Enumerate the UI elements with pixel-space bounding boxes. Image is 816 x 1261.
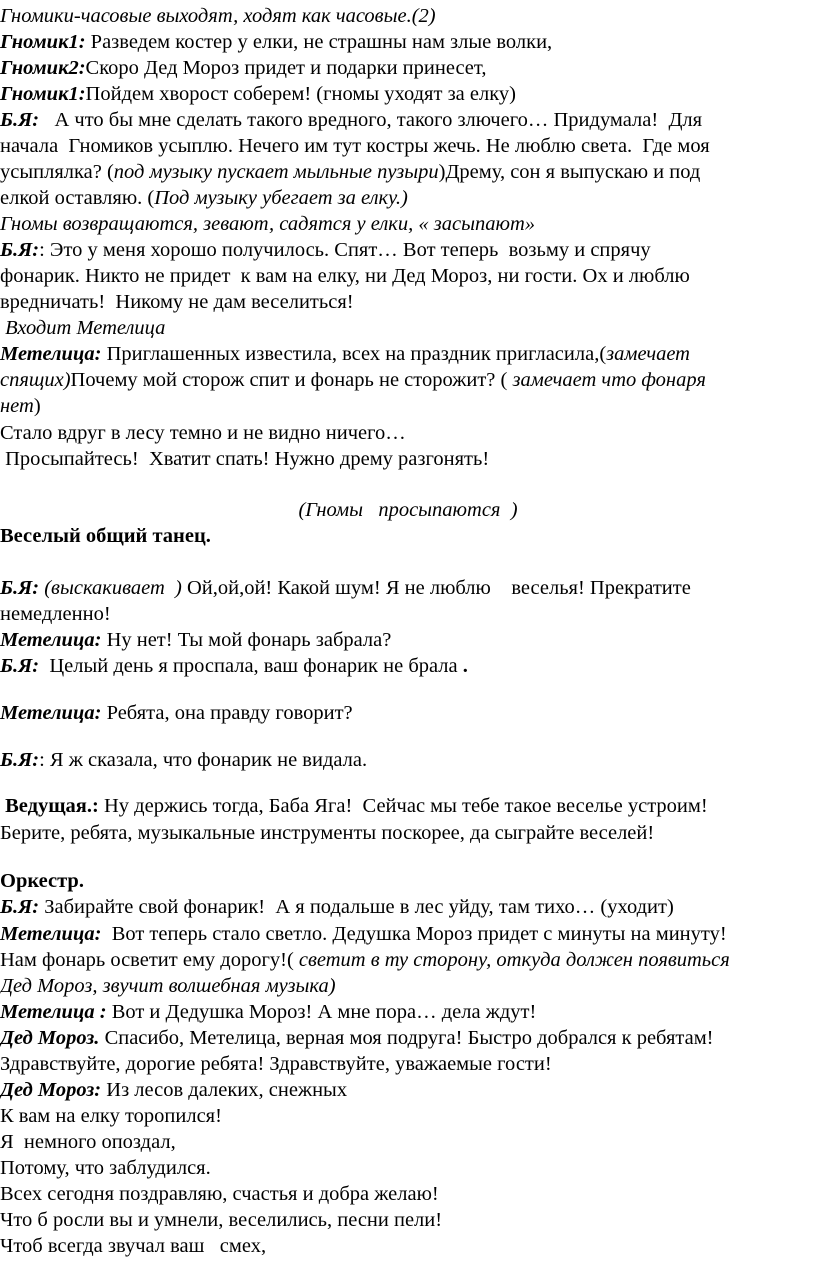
speaker-label: Б.Я:: [0, 239, 40, 261]
speaker-label: Б.Я:: [0, 109, 40, 131]
text-line: [0, 81, 516, 107]
text-line: [0, 1155, 211, 1181]
line-text: елкой оставляю. (: [0, 187, 155, 209]
stage-direction: спящих): [0, 369, 71, 391]
line-text: Пойдем хворост соберем! (гномы уходят за елку): [85, 83, 516, 105]
text-line: [0, 237, 651, 263]
speaker-label: Ведущая.:: [0, 795, 99, 817]
line-text: немедленно!: [0, 603, 111, 625]
stage-direction: Гномики-часовые выходят, ходят как часовые.(2): [0, 5, 436, 27]
line-text: ): [33, 395, 41, 417]
text-line: [0, 868, 84, 894]
text-line: [0, 575, 691, 601]
line-text: )Дрему, сон я выпускаю и под: [438, 161, 701, 183]
text-line: [0, 289, 354, 315]
line-text: : Я ж сказала, что фонарик не видала.: [39, 749, 368, 771]
line-text: Здравствуйте, дорогие ребята! Здравствуйте, уважаемые гости!: [0, 1053, 552, 1075]
text-line: [0, 973, 336, 999]
text-line: [0, 1051, 552, 1077]
text-line: [0, 211, 535, 237]
speaker-label: Метелица:: [0, 629, 102, 651]
stage-direction: Под музыку убегает за елку.): [154, 187, 408, 209]
speaker-label: Дед Мороз:: [0, 1079, 102, 1101]
speaker-label: Гномик1:: [0, 83, 86, 105]
text-line: [0, 263, 690, 289]
text-line: [0, 497, 816, 523]
line-text: Ну нет! Ты мой фонарь забрала?: [101, 629, 392, 651]
line-text: Из лесов далеких, снежных: [101, 1079, 348, 1101]
text-line: [0, 1025, 714, 1051]
text-line: [0, 999, 536, 1025]
speaker-label: Метелица :: [0, 1001, 107, 1023]
text-line: [0, 653, 468, 679]
line-text: Нам фонарь осветит ему дорогу!(: [0, 949, 299, 971]
text-line: [0, 1207, 442, 1233]
speaker-label: Б.Я:: [0, 577, 40, 599]
text-line: [0, 1233, 266, 1259]
text-line: [0, 315, 165, 341]
text-line: [0, 446, 489, 472]
line-text: Потому, что заблудился.: [0, 1157, 211, 1179]
line-text: Я немного опоздал,: [0, 1131, 176, 1153]
line-text: Почему мой сторож спит и фонарь не сторожит? (: [70, 369, 513, 391]
text-line: [0, 367, 706, 393]
text-line: [0, 820, 654, 846]
text-line: [0, 55, 486, 81]
line-text: Чтоб всегда звучал ваш смех,: [0, 1235, 267, 1257]
speaker-label: .: [462, 655, 468, 677]
text-line: [0, 393, 41, 419]
speaker-label: Б.Я:: [0, 749, 40, 771]
speaker-label: Дед Мороз.: [0, 1027, 100, 1049]
text-line: [0, 107, 702, 133]
line-text: Забирайте свой фонарик! А я подальше в лес уйду, там тихо… (уходит): [39, 896, 674, 918]
speaker-label: Метелица:: [0, 343, 102, 365]
text-line: [0, 29, 552, 55]
text-line: [0, 185, 408, 211]
stage-direction: замечает что фонаря: [512, 369, 706, 391]
speaker-label: Метелица:: [0, 923, 102, 945]
text-line: [0, 159, 700, 185]
speaker-label: Веселый общий танец.: [0, 525, 211, 547]
text-line: [0, 947, 730, 973]
line-text: Ребята, она правду говорит?: [101, 702, 353, 724]
stage-direction: под музыку пускает мыльные пузыри: [113, 161, 439, 183]
line-text: вредничать! Никому не дам веселиться!: [0, 291, 354, 313]
text-line: [0, 523, 211, 549]
text-line: [0, 1129, 176, 1155]
text-line: [0, 420, 406, 446]
stage-direction: нет: [0, 395, 34, 417]
line-text: Вот теперь стало светло. Дедушка Мороз придет с минуты на минуту!: [101, 923, 727, 945]
stage-direction: (Гномы просыпаются ): [298, 499, 518, 521]
line-text: Что б росли вы и умнели, веселились, песни пели!: [0, 1209, 443, 1231]
line-text: Целый день я проспала, ваш фонарик не брала: [39, 655, 463, 677]
text-line: [0, 700, 353, 726]
text-line: [0, 1181, 439, 1207]
text-line: [0, 747, 367, 773]
line-text: Скоро Дед Мороз придет и подарки принесет,: [85, 57, 487, 79]
line-text: А что бы мне сделать такого вредного, такого злючего… Придумала! Для: [39, 109, 703, 131]
text-line: [0, 627, 391, 653]
speaker-label: Б.Я:: [0, 896, 40, 918]
line-text: Просыпайтесь! Хватит спать! Нужно дрему разгонять!: [0, 448, 490, 470]
text-line: [0, 601, 111, 627]
line-text: Разведем костер у елки, не страшны нам злые волки,: [85, 31, 553, 53]
stage-direction: светит в ту сторону, откуда должен появиться: [298, 949, 730, 971]
text-line: [0, 3, 436, 29]
line-text: Ой,ой,ой! Какой шум! Я не люблю веселья! Прекратите: [181, 577, 691, 599]
line-text: К вам на елку торопился!: [0, 1105, 222, 1127]
stage-direction: замечает: [606, 343, 690, 365]
line-text: Стало вдруг в лесу темно и не видно ничего…: [0, 422, 406, 444]
line-text: Берите, ребята, музыкальные инструменты поскорее, да сыграйте веселей!: [0, 822, 655, 844]
line-text: Вот и Дедушка Мороз! А мне пора… дела ждут!: [106, 1001, 537, 1023]
stage-direction: Гномы возвращаются, зевают, садятся у елки, « засыпают»: [0, 213, 536, 235]
line-text: начала Гномиков усыплю. Нечего им тут костры жечь. Не люблю света. Где моя: [0, 135, 710, 157]
speaker-label: Гномик2:: [0, 57, 86, 79]
text-line: [0, 793, 708, 819]
line-text: Всех сегодня поздравляю, счастья и добра желаю!: [0, 1183, 439, 1205]
text-line: [0, 894, 674, 920]
line-text: усыплялка? (: [0, 161, 114, 183]
line-text: Ну держись тогда, Баба Яга! Сейчас мы тебе такое веселье устроим!: [98, 795, 708, 817]
text-line: [0, 921, 727, 947]
line-text: : Это у меня хорошо получилось. Спят… Вот теперь возьму и спрячу: [39, 239, 651, 261]
text-line: [0, 1103, 222, 1129]
line-text: Приглашенных известила, всех на праздник пригласила,(: [101, 343, 607, 365]
line-text: фонарик. Никто не придет к вам на елку, ни Дед Мороз, ни гости. Ох и люблю: [0, 265, 690, 287]
stage-direction: Дед Мороз, звучит волшебная музыка): [0, 975, 336, 997]
stage-direction: Входит Метелица: [0, 317, 166, 339]
stage-direction: (выскакивает ): [39, 577, 182, 599]
text-line: [0, 133, 710, 159]
text-line: [0, 1077, 347, 1103]
speaker-label: Метелица:: [0, 702, 102, 724]
speaker-label: Б.Я:: [0, 655, 40, 677]
text-line: [0, 341, 690, 367]
line-text: Спасибо, Метелица, верная моя подруга! Быстро добрался к ребятам!: [99, 1027, 714, 1049]
speaker-label: Оркестр.: [0, 870, 84, 892]
speaker-label: Гномик1:: [0, 31, 86, 53]
